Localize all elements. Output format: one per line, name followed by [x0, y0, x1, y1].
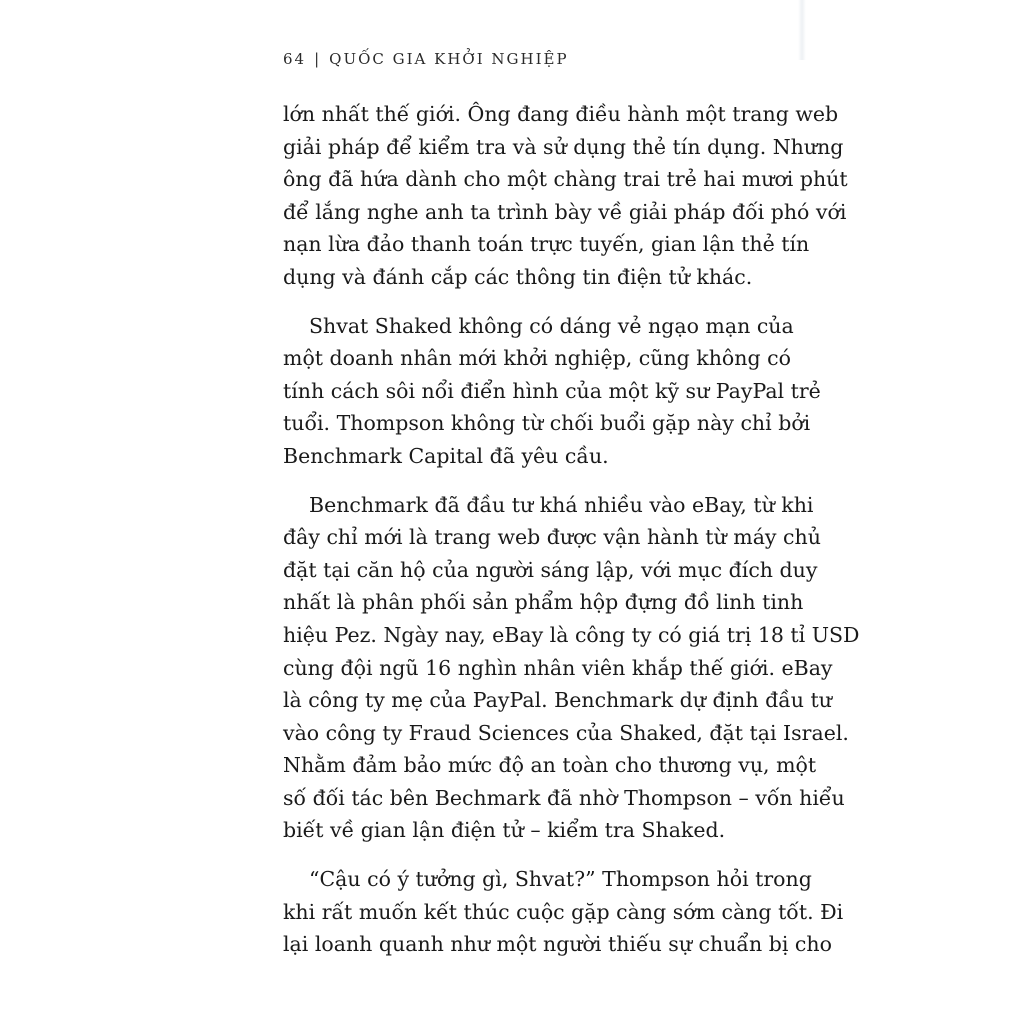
text-line: tính cách sôi nổi điển hình của một kỹ sư PayPal trẻ	[283, 378, 821, 403]
text-line: “Cậu có ý tưởng gì, Shvat?” Thompson hỏi trong	[309, 867, 812, 892]
header-separator: |	[314, 50, 322, 68]
text-line: nhất là phân phối sản phẩm hộp đựng đồ linh tinh	[283, 590, 804, 615]
paragraph-2	[283, 310, 821, 473]
text-line: đây chỉ mới là trang web được vận hành từ máy chủ	[283, 525, 821, 550]
text-line: cùng đội ngũ 16 nghìn nhân viên khắp thế giới. eBay	[283, 655, 833, 680]
text-line: khi rất muốn kết thúc cuộc gặp càng sớm càng tốt. Đi	[283, 899, 844, 924]
text-line: số đối tác bên Bechmark đã nhờ Thompson – vốn hiểu	[283, 785, 845, 810]
paragraph-1	[283, 98, 848, 294]
text-line: một doanh nhân mới khởi nghiệp, cũng không có	[283, 346, 791, 371]
text-line: Nhằm đảm bảo mức độ an toàn cho thương vụ, một	[283, 753, 817, 778]
text-line: nạn lừa đảo thanh toán trực tuyến, gian lận thẻ tín	[283, 232, 810, 257]
text-line: là công ty mẹ của PayPal. Benchmark dự định đầu tư	[283, 688, 832, 713]
text-line: Benchmark Capital đã yêu cầu.	[283, 443, 609, 468]
text-line: dụng và đánh cắp các thông tin điện tử khác.	[283, 264, 753, 289]
text-line: vào công ty Fraud Sciences của Shaked, đặt tại Israel.	[283, 720, 849, 745]
text-line: hiệu Pez. Ngày nay, eBay là công ty có giá trị 18 tỉ USD	[283, 622, 860, 647]
text-line: đặt tại căn hộ của người sáng lập, với mục đích duy	[283, 557, 818, 582]
paragraph-3	[283, 489, 860, 848]
page-edge-shadow	[798, 0, 806, 60]
text-line: biết về gian lận điện tử – kiểm tra Shaked.	[283, 818, 726, 843]
text-line: để lắng nghe anh ta trình bày về giải pháp đối phó với	[283, 199, 847, 224]
running-title: QUỐC GIA KHỞI NGHIỆP	[329, 50, 569, 68]
text-line: Shvat Shaked không có dáng vẻ ngạo mạn của	[309, 313, 794, 338]
running-header	[283, 50, 569, 68]
paragraph-4	[283, 863, 844, 961]
body-text	[283, 98, 860, 977]
page-number: 64	[283, 50, 307, 68]
text-line: tuổi. Thompson không từ chối buổi gặp này chỉ bởi	[283, 411, 811, 436]
text-line: Benchmark đã đầu tư khá nhiều vào eBay, từ khi	[309, 492, 814, 517]
text-line: giải pháp để kiểm tra và sử dụng thẻ tín dụng. Nhưng	[283, 134, 844, 159]
text-line: lớn nhất thế giới. Ông đang điều hành một trang web	[283, 102, 839, 126]
text-line: lại loanh quanh như một người thiếu sự chuẩn bị cho	[283, 932, 832, 957]
text-line: ông đã hứa dành cho một chàng trai trẻ hai mươi phút	[283, 167, 848, 192]
